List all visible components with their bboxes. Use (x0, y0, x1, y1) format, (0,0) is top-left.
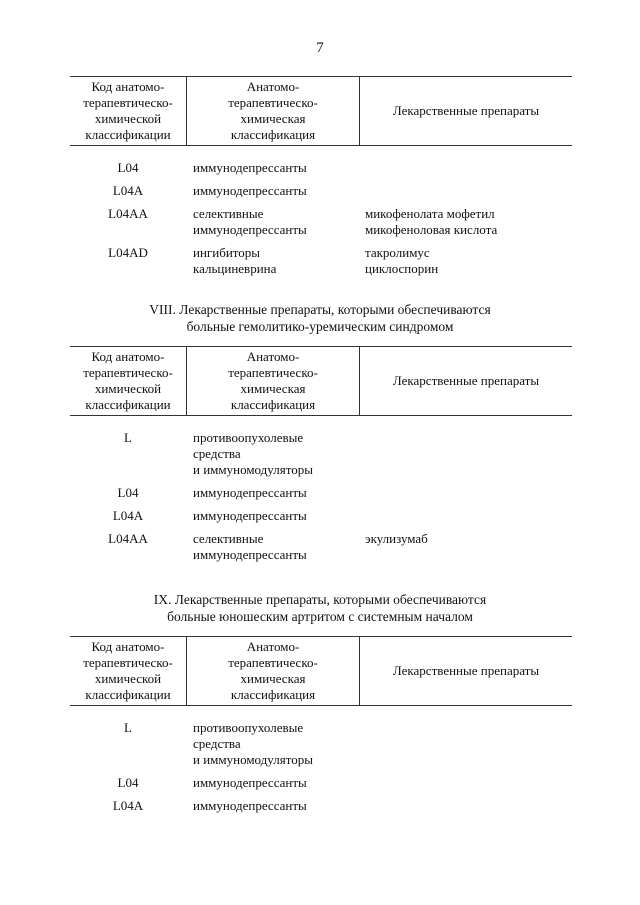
classification-name: иммунодепрессанты (193, 798, 307, 813)
drug-list (358, 183, 570, 199)
classification-name: иммунодепрессанты (193, 485, 307, 500)
header-code-col: Код анатомо- терапевтическо- химической классификации (70, 347, 187, 416)
atc-code: L04A (112, 183, 144, 198)
table-row (70, 206, 570, 238)
page-number: 7 (316, 40, 324, 56)
drug-name: микофенолата мофетил (365, 206, 495, 221)
classification-name: иммунодепрессанты (193, 775, 307, 790)
drug-name: такролимус (365, 245, 430, 260)
atc-code: L04 (117, 160, 139, 175)
drug-name: микофеноловая кислота (365, 222, 498, 237)
drug-list (358, 531, 570, 563)
table-row (70, 531, 570, 563)
header-drugs-col: Лекарственные препараты (360, 77, 573, 146)
atc-code: L04A (112, 798, 144, 813)
header-code-col: Код анатомо- терапевтическо- химической классификации (70, 637, 187, 706)
drug-name: циклоспорин (365, 261, 439, 276)
table-row (70, 430, 570, 478)
drug-list (358, 245, 570, 277)
table-row (70, 485, 570, 501)
drug-list (358, 775, 570, 791)
atc-code: L04AD (108, 245, 148, 260)
atc-code: L (124, 720, 132, 735)
header-drugs-col: Лекарственные препараты (360, 347, 573, 416)
classification-name: иммунодепрессанты (193, 508, 307, 523)
drug-list (358, 720, 570, 768)
table-row (70, 508, 570, 524)
rows-top (70, 160, 570, 284)
classification-name: селективные иммунодепрессанты (193, 531, 307, 562)
header-code-col: Код анатомо- терапевтическо- химической классификации (70, 77, 187, 146)
atc-code: L04 (117, 485, 139, 500)
table-row (70, 775, 570, 791)
atc-code: L04A (112, 508, 144, 523)
header-classification-col: Анатомо- терапевтическо- химическая классификация (187, 347, 360, 416)
table-header-viii (70, 346, 572, 416)
drug-list (358, 485, 570, 501)
classification-name: ингибиторы кальциневрина (193, 245, 277, 276)
table-header-top (70, 76, 572, 146)
section-viii-heading: VIII. Лекарственные препараты, которыми обеспечиваются больные гемолитико-уремическим синдромом (149, 302, 491, 334)
atc-code: L (124, 430, 132, 445)
header-classification-col: Анатомо- терапевтическо- химическая классификация (187, 637, 360, 706)
atc-code: L04AA (108, 531, 148, 546)
drug-list (358, 508, 570, 524)
table-row (70, 183, 570, 199)
classification-name: иммунодепрессанты (193, 183, 307, 198)
drug-name: экулизумаб (365, 531, 428, 546)
rows-viii (70, 430, 570, 570)
atc-code: L04AA (108, 206, 148, 221)
table-row (70, 160, 570, 176)
drug-list (358, 160, 570, 176)
classification-name: противоопухолевые средства и иммуномодуляторы (193, 430, 313, 477)
table-row (70, 720, 570, 768)
section-ix-heading: IX. Лекарственные препараты, которыми обеспечиваются больные юношеским артритом с системным началом (153, 592, 487, 624)
drug-list (358, 206, 570, 238)
drug-list (358, 430, 570, 478)
header-classification-col: Анатомо- терапевтическо- химическая классификация (187, 77, 360, 146)
table-row (70, 245, 570, 277)
table-header-ix (70, 636, 572, 706)
classification-name: селективные иммунодепрессанты (193, 206, 307, 237)
header-drugs-col: Лекарственные препараты (360, 637, 573, 706)
table-row (70, 798, 570, 814)
rows-ix (70, 720, 570, 821)
classification-name: иммунодепрессанты (193, 160, 307, 175)
atc-code: L04 (117, 775, 139, 790)
classification-name: противоопухолевые средства и иммуномодуляторы (193, 720, 313, 767)
drug-list (358, 798, 570, 814)
